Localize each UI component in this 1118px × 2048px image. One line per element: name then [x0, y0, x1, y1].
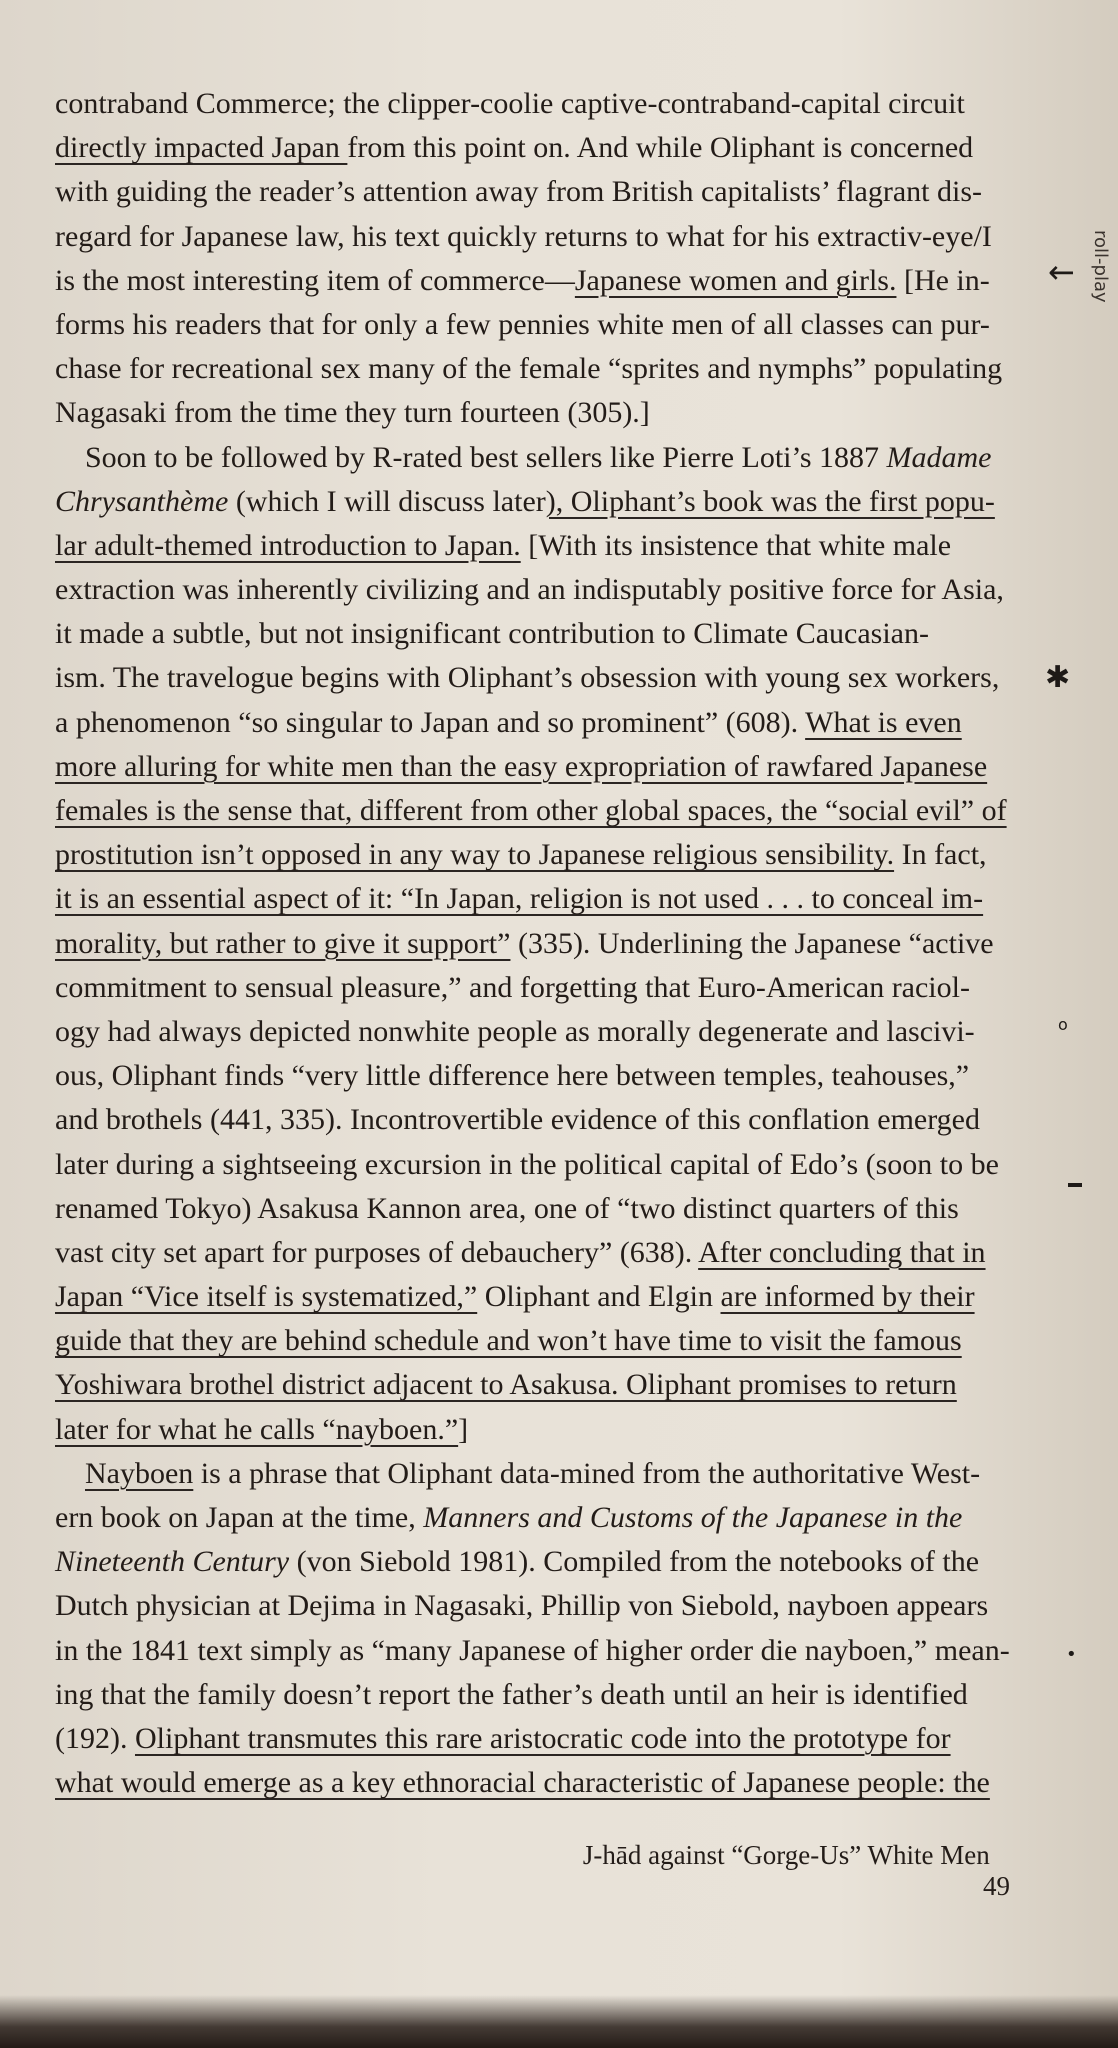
text-line: [55, 1408, 1015, 1452]
text-segment: [He in-: [896, 263, 990, 297]
text-segment: it made a subtle, but not insignificant contribution to Climate Caucasian-: [55, 617, 929, 651]
underlined-text: Nayboen: [85, 1456, 194, 1490]
text-line: [55, 480, 1015, 524]
text-line: [55, 126, 1015, 170]
text-segment: Dutch physician at Dejima in Nagasaki, Phillip von Siebold, nayboen appears: [55, 1589, 989, 1623]
underlined-text: Oliphant transmutes this rare aristocratic code into the prototype for: [134, 1721, 951, 1755]
text-segment: extraction was inherently civilizing and an indisputably positive force for Asia,: [55, 573, 1004, 607]
text-segment: commitment to sensual pleasure,” and forgetting that Euro-American raciol-: [55, 970, 970, 1004]
italic-text: Manners and Customs of the Japanese in the: [423, 1501, 963, 1534]
text-segment: chase for recreational sex many of the female “sprites and nymphs” populating: [55, 352, 1003, 386]
text-line: [55, 82, 1015, 126]
underlined-text: later for what he calls “nayboen.”: [55, 1412, 459, 1446]
text-line: [55, 1143, 1015, 1187]
text-segment: ous, Oliphant finds “very little difference here between temples, teahouses,”: [55, 1059, 970, 1093]
text-line: [55, 1098, 1015, 1142]
text-line: [55, 1010, 1015, 1054]
underlined-text: What is even: [805, 705, 962, 739]
underlined-text: what would emerge as a key ethnoracial characteristic of Japanese people: the: [55, 1766, 990, 1800]
margin-dot-annotation: •: [1066, 1644, 1077, 1665]
margin-handwritten-note: roll-play: [1090, 230, 1111, 303]
text-segment: (which I will discuss later: [228, 484, 546, 518]
underlined-text: Japan “Vice itself is systematized,”: [55, 1280, 478, 1314]
text-line: [55, 789, 1015, 833]
margin-asterisk-annotation: ✱: [1045, 660, 1071, 695]
text-segment: is the most interesting item of commerce—: [55, 263, 575, 297]
text-line: [55, 1629, 1015, 1673]
text-line: [55, 612, 1015, 656]
text-line: [55, 568, 1015, 612]
text-line: [55, 1452, 1015, 1496]
text-line: [55, 347, 1015, 391]
text-segment: ism. The travelogue begins with Oliphant’s obsession with young sex workers,: [55, 661, 1000, 695]
text-segment: vast city set apart for purposes of debauchery” (638).: [55, 1235, 699, 1269]
underlined-text: prostitution isn’t opposed in any way to Japanese religious sensibility.: [55, 838, 895, 872]
text-segment: ing that the family doesn’t report the father’s death until an heir is identified: [55, 1677, 968, 1711]
text-line: [55, 1363, 1015, 1407]
text-line: [55, 259, 1015, 303]
text-segment: (335). Underlining the Japanese “active: [510, 926, 994, 960]
text-line: [55, 656, 1015, 700]
underlined-text: lar adult-themed introduction to Japan.: [55, 528, 521, 562]
text-segment: forms his readers that for only a few pennies white men of all classes can pur-: [55, 307, 990, 341]
page-number: 49: [983, 1871, 1010, 1901]
text-segment: (192).: [55, 1721, 135, 1755]
italic-text: Chrysanthème: [55, 484, 229, 518]
body-text: [55, 82, 1015, 1805]
italic-text: Madame: [886, 440, 992, 474]
text-line: [55, 1673, 1015, 1717]
text-segment: (von Siebold 1981). Compiled from the notebooks of the: [289, 1545, 980, 1579]
underlined-text: are informed by their: [720, 1280, 975, 1314]
text-segment: with guiding the reader’s attention away from British capitalists’ flagrant dis-: [55, 175, 982, 209]
text-line: [55, 1231, 1015, 1275]
text-line: [55, 1584, 1015, 1628]
text-line: [55, 701, 1015, 745]
page-bottom-shadow: [0, 1995, 1118, 2048]
underlined-text: Yoshiwara brothel district adjacent to Asakusa. Oliphant promises to return: [55, 1368, 957, 1402]
text-line: [55, 391, 1015, 435]
margin-dash-annotation: [1068, 1183, 1082, 1187]
text-line: [55, 524, 1015, 568]
text-line: [55, 1187, 1015, 1231]
text-line: [55, 922, 1015, 966]
text-segment: contraband Commerce; the clipper-coolie captive-contraband-capital circuit: [55, 87, 965, 120]
text-line: [55, 1319, 1015, 1363]
margin-arrow-annotation: ←: [1048, 253, 1075, 291]
running-head: J-hād against “Gorge-Us” White Men: [582, 1840, 990, 1870]
underlined-text: females is the sense that, different from other global spaces, the “social evil” of: [55, 794, 1007, 827]
text-segment: ]: [458, 1412, 469, 1446]
text-line: [55, 1275, 1015, 1319]
text-segment: and brothels (441, 335). Incontrovertible evidence of this conflation emerged: [55, 1103, 980, 1137]
text-segment: later during a sightseeing excursion in the political capital of Edo’s (soon to be: [55, 1147, 999, 1181]
underlined-text: directly impacted Japan: [55, 131, 348, 165]
text-segment: ern book on Japan at the time,: [55, 1501, 424, 1534]
text-line: [55, 170, 1015, 214]
text-segment: Soon to be followed by R-rated best sellers like Pierre Loti’s 1887: [85, 440, 887, 474]
underlined-text: guide that they are behind schedule and won’t have time to visit the famous: [55, 1324, 962, 1358]
text-segment: In fact,: [894, 838, 987, 872]
text-segment: from this point on. And while Oliphant is concerned: [347, 131, 974, 165]
text-segment: a phenomenon “so singular to Japan and so prominent” (608).: [55, 705, 806, 739]
text-line: [55, 1540, 1015, 1584]
text-segment: ogy had always depicted nonwhite people as morally degenerate and lascivi-: [55, 1014, 975, 1048]
underlined-text: it is an essential aspect of it: “In Japan, religion is not used . . . to conceal im-: [55, 882, 984, 916]
text-line: [55, 1054, 1015, 1098]
underlined-text: After concluding that in: [698, 1235, 986, 1269]
text-segment: regard for Japanese law, his text quickly returns to what for his extractiv-eye/I: [55, 219, 992, 253]
text-line: [55, 966, 1015, 1010]
text-segment: in the 1841 text simply as “many Japanese of higher order die nayboen,” mean-: [55, 1633, 1010, 1667]
text-line: [55, 436, 1015, 480]
underlined-text: Japanese women and girls.: [574, 263, 897, 297]
text-line: [55, 833, 1015, 877]
margin-circle-annotation: o: [1058, 1015, 1068, 1034]
text-line: [55, 745, 1015, 789]
text-segment: [With its insistence that white male: [520, 528, 952, 562]
underlined-text: more alluring for white men than the easy expropriation of rawfared Japanese: [55, 749, 988, 783]
text-segment: Oliphant and Elgin: [477, 1280, 721, 1314]
text-line: [55, 303, 1015, 347]
text-line: [55, 1717, 1015, 1761]
text-line: [55, 1761, 1015, 1805]
italic-text: Nineteenth Century: [55, 1545, 290, 1579]
text-line: [55, 877, 1015, 921]
page-footer: [560, 1840, 1010, 1902]
text-line: [55, 215, 1015, 259]
text-line: [55, 1496, 1015, 1540]
text-segment: Nagasaki from the time they turn fourteen (305).]: [55, 396, 650, 430]
underlined-text: ), Oliphant’s book was the first popu-: [545, 484, 995, 518]
text-segment: renamed Tokyo) Asakusa Kannon area, one of “two distinct quarters of this: [55, 1191, 959, 1225]
text-segment: is a phrase that Oliphant data-mined from the authoritative West-: [193, 1456, 981, 1490]
underlined-text: morality, but rather to give it support”: [55, 926, 511, 960]
